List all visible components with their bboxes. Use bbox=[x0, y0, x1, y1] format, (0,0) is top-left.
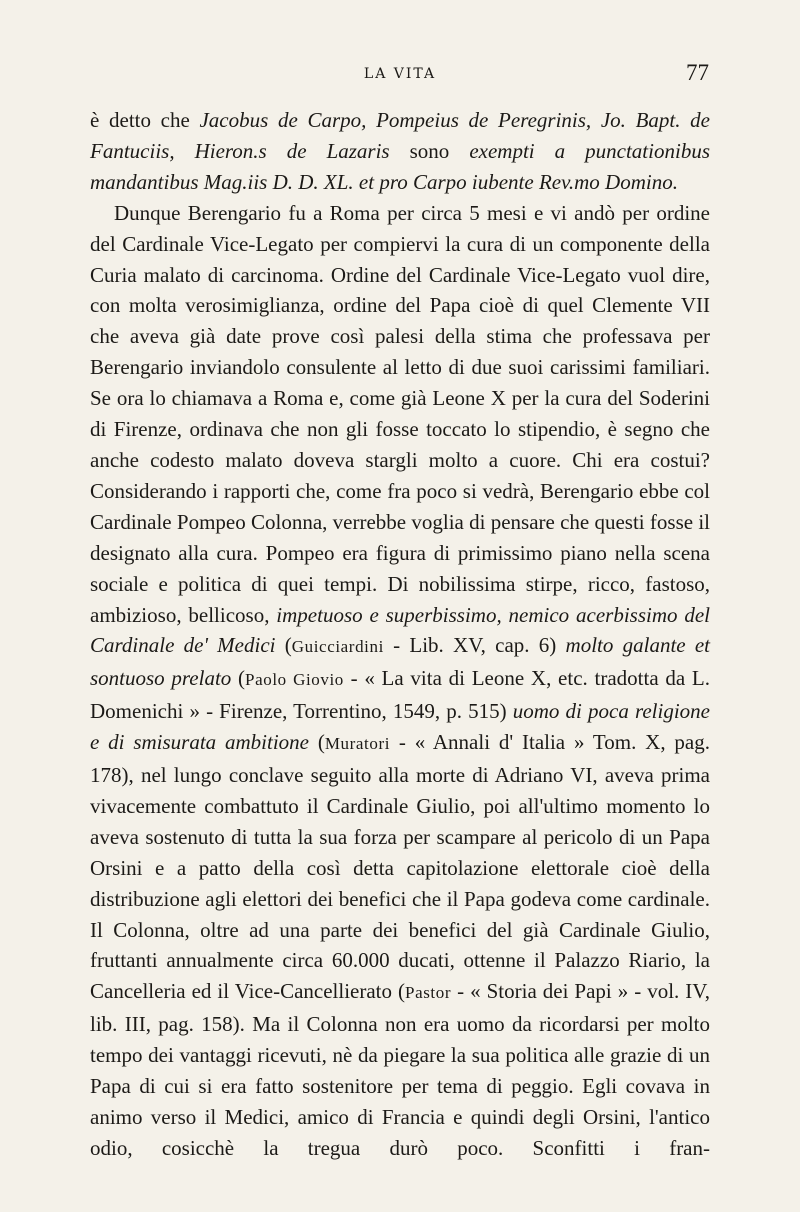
running-title: LA VITA bbox=[363, 66, 437, 82]
small-caps-author: Muratori bbox=[324, 734, 391, 754]
italic-quote: exempti a punctationibus mandantibus Mag.iis D. D. XL. et pro Carpo iubente Rev.mo Domino. bbox=[90, 138, 710, 194]
text-run: - « Annali d' Italia » Tom. X, pag. 178), nel lungo conclave seguito alla morte di Adriano VI, aveva prima vivacemente combattuto il Cardinale Giulio, poi all'ultimo momento lo aveva sostenuto di tutta la sua forza per scampare al pericolo di un Papa Orsini e a patto della così detta capitolazione elettorale cioè della distribuzione agli elettori dei benefici che il Papa godeva come cardinale. Il Colonna, oltre ad una parte dei benefici del già Cardinale Giulio, fruttanti annualmente circa 60.000 ducati, ottenne il Palazzo Riario, la Cancelleria ed il Vice-Cancellierato ( bbox=[90, 730, 711, 1004]
small-caps-author: Guicciardini bbox=[291, 637, 384, 657]
body-text bbox=[90, 105, 710, 1164]
text-run: - « Storia dei Papi » - vol. IV, lib. III, pag. 158). Ma il Colonna non era uomo da ricordarsi per molto tempo dei vantaggi ricevuti, nè da piegare la sua politica alle grazie di un Papa di cui si era fatto sostenitore per tema di peggio. Egli covava in animo verso il Medici, amico di Francia e quindi degli Orsini, l'antico odio, cosicchè la tregua durò poco. Sconfitti i fran- bbox=[90, 979, 710, 1160]
italic-quote: impetuoso e superbissimo, nemico acerbissimo del Cardinale de' Medici bbox=[90, 602, 710, 658]
text-run: - Lib. XV, cap. 6) bbox=[383, 633, 566, 658]
small-caps-author: Paolo Giovio bbox=[245, 670, 344, 690]
paragraph-continuation bbox=[90, 105, 710, 198]
running-header bbox=[0, 60, 800, 90]
text-run: - « La vita di Leone X, etc. tradotta da L. Domenichi » - Firenze, Torrentino, 1549, p. 515) bbox=[90, 666, 710, 724]
page-number: 77 bbox=[686, 60, 709, 85]
small-caps-author: Pastor bbox=[405, 983, 452, 1003]
text-run: Dunque Berengario fu a Roma per circa 5 mesi e vi andò per ordine del Cardinale Vice-Legato per compiervi la cura di un componente della Curia malato di carcinoma. Ordine del Cardinale Vice-Legato vuol dire, con molta verosimiglianza, ordine del Papa cioè di quel Clemente VII che aveva già date prove così palesi della stima che professava per Berengario inviandolo consulente al letto di due suoi carissimi familiari. Se ora lo chiamava a Roma e, come già Leone X per la cura del Soderini di Firenze, ordinava che non gli fosse toccato lo stipendio, è segno che anche codesto malato doveva stargli molto a cuore. Chi era costui? Considerando i rapporti che, come fra poco si vedrà, Berengario ebbe col Cardinale Pompeo Colonna, verrebbe voglia di pensare che questi fosse il designato alla cura. Pompeo era figura di primissimo piano nella scena sociale e politica di quei tempi. Di nobilissima stirpe, ricco, fastoso, ambizioso, bellicoso, bbox=[90, 200, 710, 627]
text-run: è detto che bbox=[90, 108, 200, 132]
text-run: sono bbox=[389, 138, 470, 163]
text-run: ( bbox=[309, 730, 325, 755]
italic-names: Jacobus de Carpo, Pompeius de Peregrinis, Jo. Bapt. de Fantuciis, Hieron.s de Lazaris bbox=[90, 108, 711, 163]
italic-quote: molto galante et sontuoso prelato bbox=[90, 633, 711, 691]
paragraph-main bbox=[90, 198, 710, 1164]
italic-quote: uomo di poca religione e di smisurata ambitione bbox=[90, 699, 710, 755]
text-run: ( bbox=[275, 633, 292, 658]
text-run: ( bbox=[231, 666, 246, 691]
